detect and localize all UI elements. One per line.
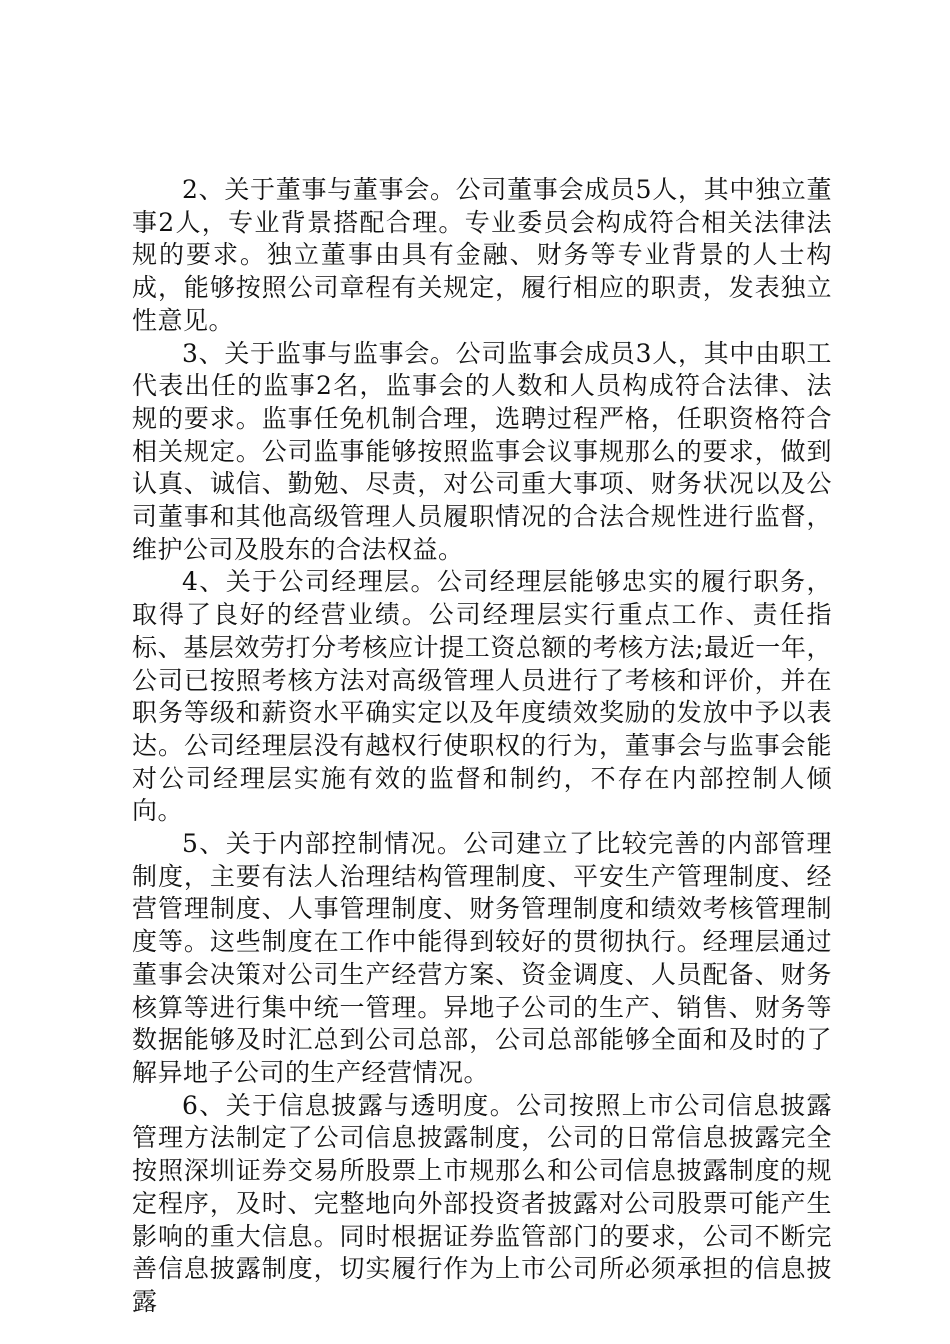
paragraph-internal-control: 5、关于内部控制情况。公司建立了比较完善的内部管理制度，主要有法人治理结构管理制度、平安生产管理制度、经营管理制度、人事管理制度、财务管理制度和绩效考核管理制度等。这些制度在工作中能得到较好的贯彻执行。经理层通过董事会决策对公司生产经营方案、资金调度、人员配备、财务核算等进行集中统一管理。异地子公司的生产、销售、财务等数据能够及时汇总到公司总部，公司总部能够全面和及时的了解异地子公司的生产经营情况。 xyxy=(132,829,832,1087)
paragraph-management: 4、关于公司经理层。公司经理层能够忠实的履行职务，取得了良好的经营业绩。公司经理层实行重点工作、责任指标、基层效劳打分考核应计提工资总额的考核方法;最近一年，公司已按照考核方法对高级管理人员进行了考核和评价，并在职务等级和薪资水平确实定以及年度绩效奖励的发放中予以表达。公司经理层没有越权行使职权的行为，董事会与监事会能对公司经理层实施有效的监督和制约，不存在内部控制人倾向。 xyxy=(132,567,832,826)
paragraph-directors: 2、关于董事与董事会。公司董事会成员5人，其中独立董事2人，专业背景搭配合理。专业委员会构成符合相关法律法规的要求。独立董事由具有金融、财务等专业背景的人士构成，能够按照公司章程有关规定，履行相应的职责，发表独立性意见。 xyxy=(132,175,832,335)
paragraph-disclosure: 6、关于信息披露与透明度。公司按照上市公司信息披露管理方法制定了公司信息披露制度，公司的日常信息披露完全按照深圳证券交易所股票上市规那么和公司信息披露制度的规定程序，及时、完整地向外部投资者披露对公司股票可能产生影响的重大信息。同时根据证券监管部门的要求，公司不断完善信息披露制度，切实履行作为上市公司所必须承担的信息披露 xyxy=(132,1090,832,1316)
paragraph-supervisors: 3、关于监事与监事会。公司监事会成员3人，其中由职工代表出任的监事2名，监事会的人数和人员构成符合法律、法规的要求。监事任免机制合理，选聘过程严格，任职资格符合相关规定。公司监事能够按照监事会议事规那么的要求，做到认真、诚信、勤勉、尽责，对公司重大事项、财务状况以及公司董事和其他高级管理人员履职情况的合法合规性进行监督，维护公司及股东的合法权益。 xyxy=(132,338,832,564)
document-page xyxy=(132,174,832,1319)
